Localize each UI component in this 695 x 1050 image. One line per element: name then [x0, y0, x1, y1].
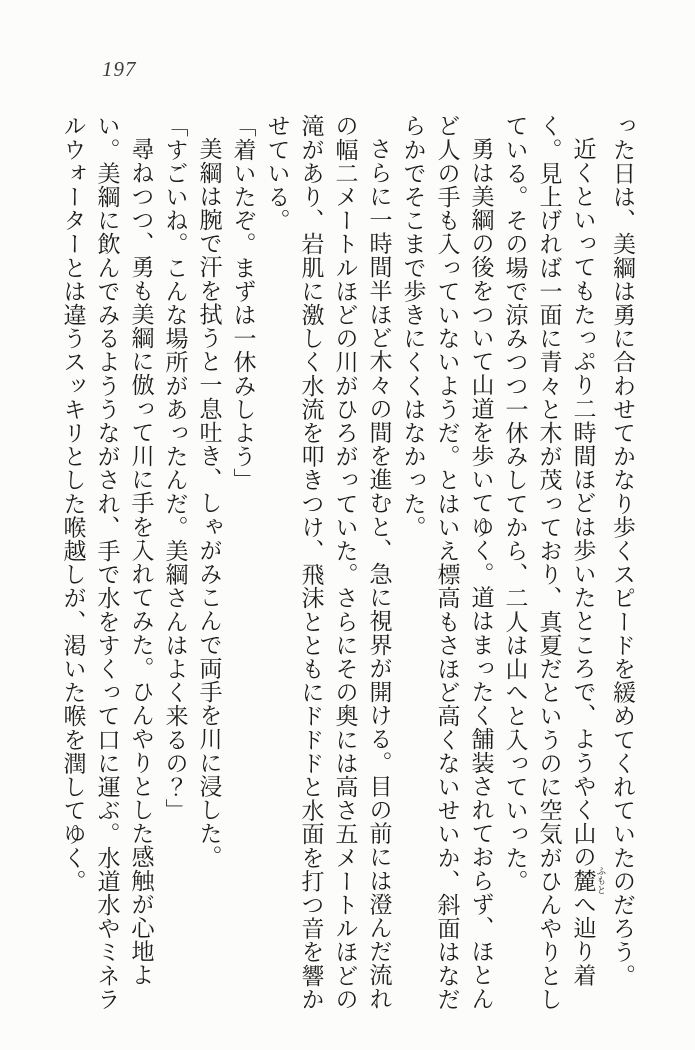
paragraph: さらに一時間半ほど木々の間を進むと、急に視界が開ける。目の前には澄んだ流れの幅二メートルほどの川がひろがっていた。さらにその奥には高さ五メートルほどの滝があり、岩肌に激しく水流を叩きつけ、飛沫とともにドドドと水面を打つ音を響かせている。 — [264, 114, 392, 1011]
text-block — [56, 114, 640, 1014]
paragraph: 勇は美綱の後をついて山道を歩いてゆく。道はまったく舗装されておらず、ほとんど人の手も入っていないようだ。とはいえ標高もさほど高くないせいか、斜面はなだらかでそこまで歩きにくくはなかった。 — [400, 114, 494, 1011]
paragraph: 「すごいね。こんな場所があったんだ。美綱さんはよく来るの？」 — [162, 114, 188, 822]
ruby-annotation: 麓 ふもと — [570, 865, 606, 895]
paragraph: 「着いたぞ。まずは一休みしよう」 — [230, 114, 256, 492]
page-number: 197 — [102, 57, 137, 81]
paragraph: 尋ねつつ、勇も美綱に倣って川に手を入れてみた。ひんやりとした感触が心地よい。美綱に飲んでみるよううながされ、手で水をすくって口に運ぶ。水道水やミネラルウォーターとは違うスッキリとした喉越しが、渇いた喉を潤してゆく。 — [60, 114, 154, 1011]
paragraph: 近くといってもたっぷり二時間ほどは歩いたところで、ようやく山の麓 ふもとへ辿り着く。見上げれば一面に青々と木が茂っており、真夏だというのに空気がひんやりとしている。その場で涼みつつ一休みしてから、二人は山へと入っていった。 — [502, 114, 606, 1011]
paragraph: 美綱は腕で汗を拭うと一息吐き、しゃがみこんで両手を川に浸した。 — [196, 137, 222, 869]
paragraph: った日は、美綱は勇に合わせてかなり歩くスピードを緩めてくれていたのだろう。 — [610, 114, 635, 988]
